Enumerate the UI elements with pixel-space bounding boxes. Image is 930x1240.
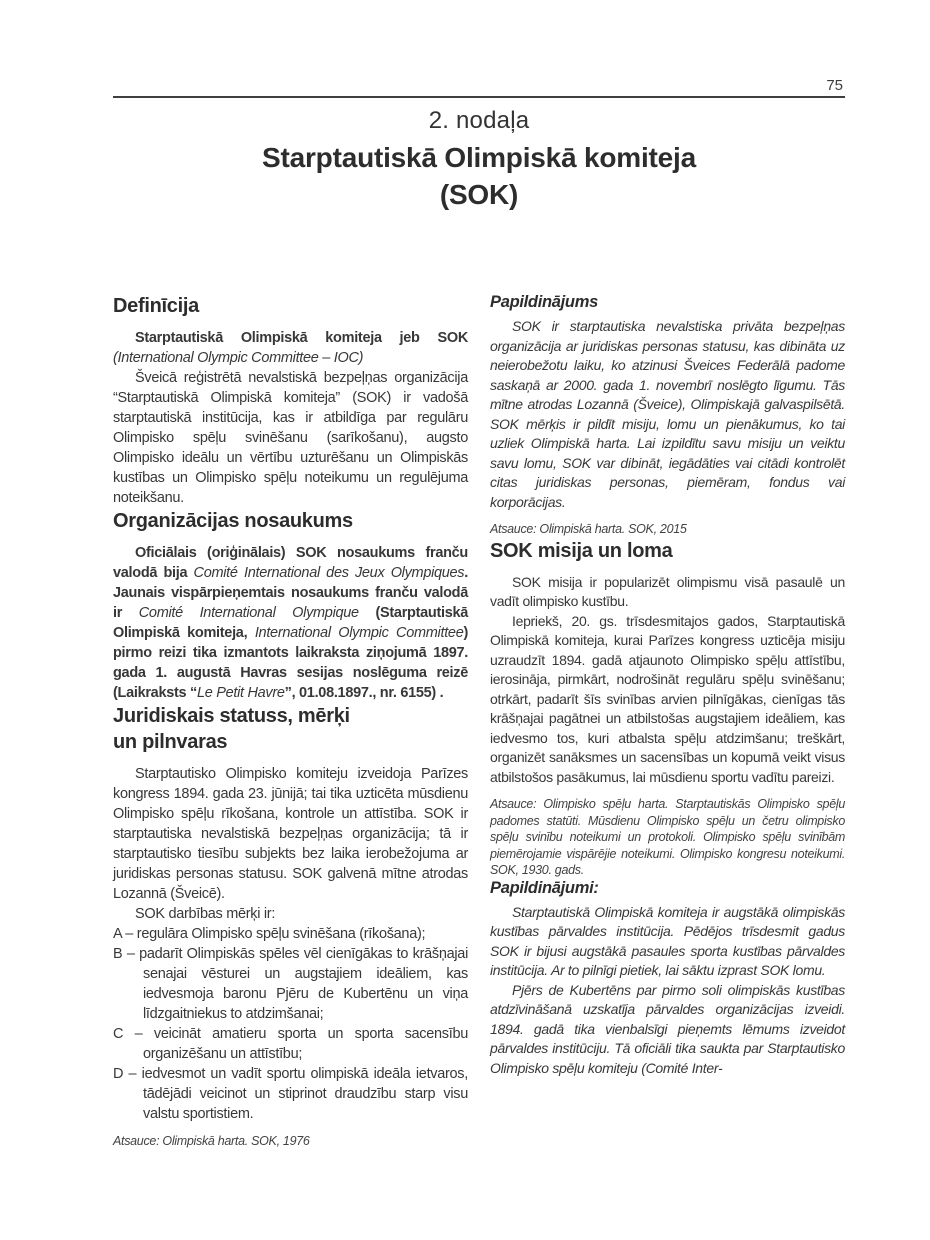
papildinajums-reference: Atsauce: Olimpiskā harta. SOK, 2015 bbox=[490, 522, 687, 536]
chapter-label: 2. nodaļa bbox=[428, 107, 530, 134]
nosaukums-paragraph: Oficiālais (oriģinālais) SOK nosaukums franču valodā bija Comité International des Jeux Olympiques. Jaunais vispārpieņemtais nosaukums franču valodā ir Comité International Olympique (Starptautiskā Olimpiskā komiteja, International Olympic Committee) pirmo reizi tika izmantots laikraksta ziņojumā 1897. gada 1. augustā Havras sesijas noslēguma reizē (Laikraksts “Le Petit Havre”, 01.08.1897., nr. 6155) . bbox=[113, 545, 468, 701]
section-papildinajums bbox=[490, 293, 845, 538]
juridiskais-body: Starptautisko Olimpisko komiteju izveidoja Parīzes kongress 1894. gada 23. jūnijā; tai tika uzticēta mūsdienu Olimpisko spēļu rīkošana, kontrole un attīstība. SOK ir starptautiska nevalstiskā bezpeļņas organizācija; tā ir starptautisko tiesību subjekts bez laika ierobežojuma ar juridiskas personas statusu. SOK galvenā mītne atrodas Lozannā (Šveicē). bbox=[113, 766, 468, 902]
juridiskais-heading-line2: un pilnvaras bbox=[113, 731, 228, 753]
page-title-line1: Starptautiskā Olimpiskā komiteja bbox=[262, 142, 696, 173]
page-number: 75 bbox=[826, 77, 843, 94]
goal-item-c: C – veicināt amatieru sporta un sporta sacensību organizēšanu un attīstību; bbox=[113, 1026, 468, 1062]
goal-item-b: B – padarīt Olimpiskās spēles vēl cienīgākas to krāšņajai senajai vēsturei un augstajiem ideāliem, kas iedvesmoja baronu Pjēru de Kubertēnu un viņa līdzgaitniekus to atdzimšanai; bbox=[113, 946, 468, 1022]
papildinajums-body: SOK ir starptautiska nevalstiska privāta bezpeļņas organizācija ar juridiskas personas statusu, kas dibināta uz neierobežotu laiku, ko atzinusi Šveices Federālā padome saskaņā ar 2000. gada 1. novembrī noslēgto līgumu. Tās mītne atrodas Lozannā (Šveice), Olimpiskajā galvaspilsētā. SOK mērķis ir pildīt misiju, lomu un pienākumus, ko tai uzliek Olimpiskā harta. Lai izpildītu savu misiju un veiktu savu lomu, SOK var dibināt, iegādāties vai citādi kontrolēt citas juridiskas personas, piemēram, fondus vai korporācijas. bbox=[490, 318, 845, 510]
page-header-rule bbox=[113, 0, 845, 98]
definicija-lead-italic: (International Olympic Committee – IOC) bbox=[113, 350, 364, 366]
papildinajumi-paragraph-1: Starptautiskā Olimpiskā komiteja ir augstākā olimpiskās kustības pārvaldes institūcija. Pēdējos trīsdesmit gadus SOK ir bijusi augstākā pasaules sporta kustības pārvaldes institūcija. Ar to pilnīgi pietiek, lai sāktu izprast SOK lomu. bbox=[490, 903, 845, 978]
papildinajumi-paragraph-2: Pjērs de Kubertēns par pirmo soli olimpiskās kustības atdzīvināšanā uzskatīja pārvaldes organizācijas izveidi. 1894. gadā tika vienbalsīgi pieņemts lēmums izveidot pārvaldes institūciju. Tā oficiāli tika saukta par Starptautisko Olimpisko spēļu komiteju (Comité Inter- bbox=[490, 981, 845, 1076]
left-column bbox=[113, 293, 468, 1150]
page-title-line2: (SOK) bbox=[439, 179, 519, 210]
section-juridiskais bbox=[113, 703, 468, 1150]
goal-item-d: D – iedvesmot un vadīt sportu olimpiskā ideāla ietvaros, tādējādi veicinot un stiprinot draudzību starp visu valstu sportistiem. bbox=[113, 1066, 468, 1122]
papildinajumi-heading: Papildinājumi: bbox=[490, 878, 599, 897]
section-definicija bbox=[113, 293, 468, 508]
section-nosaukums bbox=[113, 508, 468, 703]
papildinajums-heading: Papildinājums bbox=[490, 293, 598, 311]
right-column bbox=[490, 293, 845, 1078]
page-title bbox=[113, 139, 845, 213]
section-misija bbox=[490, 538, 845, 879]
juridiskais-reference: Atsauce: Olimpiskā harta. SOK, 1976 bbox=[113, 1134, 310, 1148]
definicija-heading: Definīcija bbox=[113, 295, 199, 317]
two-column-layout bbox=[113, 293, 845, 1150]
juridiskais-heading-line1: Juridiskais statuss, mērķi bbox=[113, 705, 350, 727]
juridiskais-heading bbox=[113, 703, 468, 755]
definicija-body: Šveicā reģistrētā nevalstiskā bezpeļņas organizācija “Starptautiskā Olimpiskā komiteja” (SOK) ir vadošā starptautiskā institūcija, kas ir atbildīga par regulāru Olimpisko spēļu svinēšanu (sarīkošanu), augsto Olimpisko ideālu un vērtību uzturēšanu un Olimpiskās kustības un Olimpisko spēļu noteikumu un regulējuma noteikšanu. bbox=[113, 370, 468, 506]
misija-heading: SOK misija un loma bbox=[490, 539, 673, 562]
nosaukums-heading: Organizācijas nosaukums bbox=[113, 510, 353, 532]
definicija-lead-bold: Starptautiskā Olimpiskā komiteja jeb SOK bbox=[135, 330, 468, 346]
misija-reference: Atsauce: Olimpisko spēļu harta. Starptautiskās Olimpisko spēļu padomes statūti. Mūsdienu Olimpisko spēļu un četru olimpisko spēļu svinību noteikumi un protokoli. Olimpisko spēļu svinībām piemērojamie vispārējie noteikumi. Olimpisko kongresu noteikumi. SOK, 1930. gads. bbox=[490, 797, 845, 877]
misija-paragraph-1: SOK misija ir popularizēt olimpismu visā pasaulē un vadīt olimpisko kustību. bbox=[490, 573, 845, 609]
section-papildinajumi bbox=[490, 879, 845, 1079]
page-content bbox=[113, 0, 845, 1150]
goal-item-a: A – regulāra Olimpisko spēļu svinēšana (rīkošana); bbox=[113, 926, 426, 942]
misija-paragraph-2: Iepriekš, 20. gs. trīsdesmitajos gados, Starptautiskā Olimpiskā komiteja, kurai Parīzes kongress uzticēja misiju uzraudzīt 1894. gadā atjaunoto Olimpisko spēļu attīstību, ierosināja, pirmkārt, nodrošināt regulāru spēļu svinēšanu; otrkārt, padarīt šīs svinības arvien pilnīgākas, cienīgas tās krāšņajai pagātnei un atbilstošas augstajiem ideāliem, kas iedvesmo tos, kuri atbalsta spēļu atdzimšanu; treškārt, organizēt sanāksmes un sacensības un kopumā veikt visus atbilstošos pasākumus, lai mūsdienu sportu vadītu pareizi. bbox=[490, 612, 845, 785]
goals-intro: SOK darbības mērķi ir: bbox=[135, 906, 276, 922]
